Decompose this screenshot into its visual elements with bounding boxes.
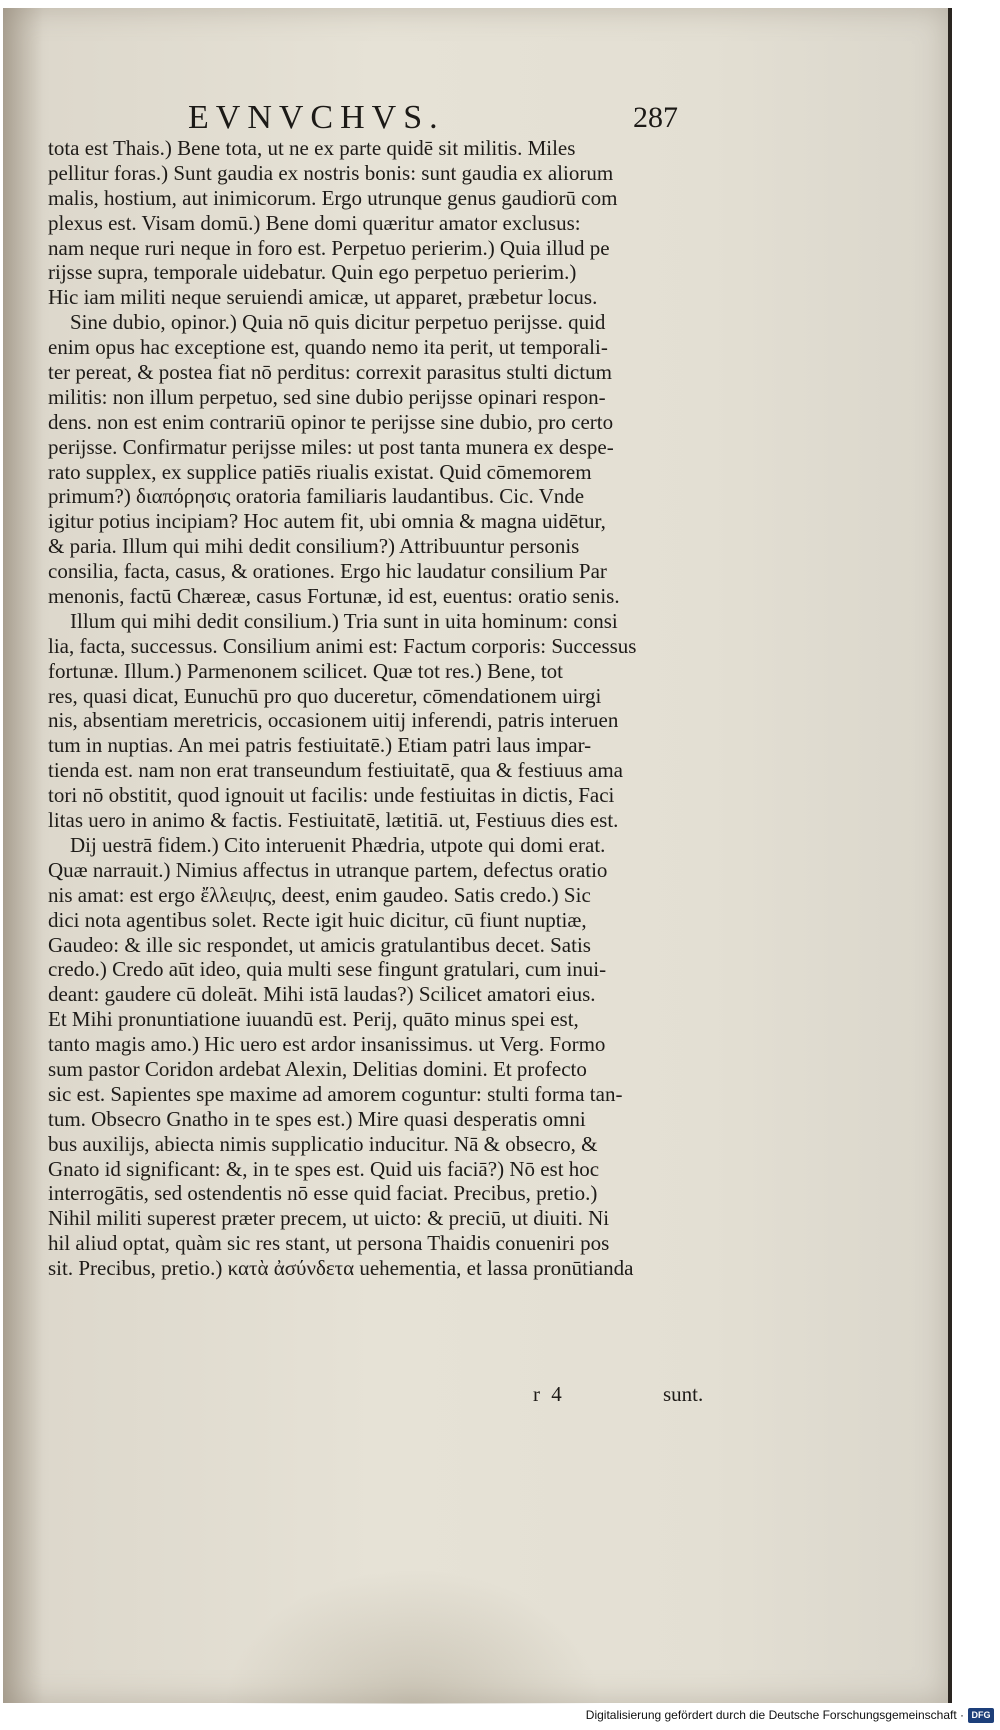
text-line: tanto magis amo.) Hic uero est ardor insanissimus. ut Verg. Formo (48, 1032, 606, 1057)
text-line: res, quasi dicat, Eunuchū pro quo duceretur, cōmendationem uirgi (48, 683, 602, 708)
text-line: Et Mihi pronuntiatione iuuandū est. Perij, quāto minus spei est, (48, 1007, 579, 1032)
paper-stain (223, 1568, 603, 1708)
signature-line (48, 1382, 720, 1408)
text-line: interrogātis, sed ostendentis nō esse quid faciat. Precibus, pretio.) (48, 1181, 598, 1206)
text-line: sum pastor Coridon ardebat Alexin, Delitias domini. Et profecto (48, 1056, 587, 1081)
text-line: igitur potius incipiam? Hoc autem fit, ubi omnia & magna uidētur, (48, 509, 606, 534)
text-line: Illum qui mihi dedit consilium.) Tria sunt in uita hominum: consi (70, 608, 618, 633)
text-line: Gnato id significant: &, in te spes est. Quid uis faciā?) Nō est hoc (48, 1156, 600, 1181)
text-line: nam neque ruri neque in foro est. Perpetuo perierim.) Quia illud pe (48, 235, 610, 260)
text-line: menonis, factū Chæreæ, casus Fortunæ, id est, euentus: oratio senis. (48, 584, 620, 609)
text-line: sic est. Sapientes spe maxime ad amorem coguntur: stulti forma tan- (48, 1081, 623, 1106)
text-line: fortunæ. Illum.) Parmenonem scilicet. Quæ tot res.) Bene, tot (48, 658, 563, 683)
running-head: EVNVCHVS. (188, 99, 445, 136)
page-header (150, 100, 710, 136)
text-line: sit. Precibus, pretio.) κατὰ ἀσύνδετα uehementia, et lassa pronūtianda (48, 1256, 634, 1281)
page-edge (948, 8, 952, 1703)
commentary-text-block (48, 136, 720, 1281)
text-line: Nihil militi superest præter precem, ut uicto: & preciū, ut diuiti. Ni (48, 1206, 610, 1231)
text-line: malis, hostium, aut inimicorum. Ergo utrunque genus gaudiorū com (48, 185, 618, 210)
text-line: nis amat: est ergo ἔλλειψις, deest, enim gaudeo. Satis credo.) Sic (48, 882, 591, 907)
text-line: plexus est. Visam domū.) Bene domi quæritur amator exclusus: (48, 210, 581, 235)
text-line: & paria. Illum qui mihi dedit consilium?) Attribuuntur personis (48, 534, 580, 559)
dfg-logo-text: DFG (971, 1710, 991, 1720)
text-line: primum?) διαπόρησις oratoria familiaris laudantibus. Cic. Vnde (48, 484, 585, 509)
text-line: Hic iam militi neque seruiendi amicæ, ut apparet, præbetur locus. (48, 285, 598, 310)
text-line: tienda est. nam non erat transeundum festiuitatē, qua & festiuus ama (48, 758, 623, 783)
text-line: Dij uestrā fidem.) Cito interuenit Phædria, utpote qui domi erat. (70, 832, 606, 857)
text-line: dens. non est enim contrariū opinor te perijsse sine dubio, pro certo (48, 409, 614, 434)
text-line: Gaudeo: & ille sic respondet, ut amicis gratulantibus decet. Satis (48, 932, 591, 957)
text-line: Sine dubio, opinor.) Quia nō quis dicitur perpetuo perijsse. quid (70, 310, 606, 335)
text-line: rijsse supra, temporale uidebatur. Quin ego perpetuo perierim.) (48, 260, 577, 285)
text-line: tota est Thais.) Bene tota, ut ne ex parte quidē sit militis. Miles (48, 136, 576, 160)
text-line: consilia, facta, casus, & orationes. Ergo hic laudatur consilium Par (48, 559, 607, 584)
text-line: deant: gaudere cū doleāt. Mihi istā laudas?) Scilicet amatori eius. (48, 982, 596, 1007)
text-line: bus auxilijs, abiecta nimis supplicatio inducitur. Nā & obsecro, & (48, 1131, 598, 1156)
text-line: Quæ narrauit.) Nimius affectus in utranque partem, defectus oratio (48, 857, 608, 882)
signature-mark: r 4 (533, 1382, 565, 1406)
digitization-footer (0, 1704, 1000, 1730)
funding-credit: Digitalisierung gefördert durch die Deutsche Forschungsgemeinschaft · (585, 1708, 964, 1722)
gutter-shadow (3, 8, 43, 1703)
text-line: dici nota agentibus solet. Recte igit huic dicitur, cū fiunt nuptiæ, (48, 907, 587, 932)
text-line: rato supplex, ex supplice patiēs riualis existat. Quid cōmemorem (48, 459, 592, 484)
text-line: perijsse. Confirmatur perijsse miles: ut post tanta munera ex despe- (48, 434, 614, 459)
text-line: pellitur foras.) Sunt gaudia ex nostris bonis: sunt gaudia ex aliorum (48, 160, 614, 185)
text-line: tori nō obstitit, quod ignouit ut facilis: unde festiuitas in dictis, Faci (48, 783, 615, 808)
text-line: militis: non illum perpetuo, sed sine dubio perijsse opinari respon- (48, 384, 606, 409)
text-line: hil aliud optat, quàm sic res stant, ut persona Thaidis conueniri pos (48, 1231, 610, 1256)
text-line: lia, facta, successus. Consilium animi est: Factum corporis: Successus (48, 633, 637, 658)
text-line: enim opus hac exceptione est, quando nemo ita perit, ut temporali- (48, 335, 608, 360)
dfg-logo (968, 1708, 994, 1723)
text-line: litas uero in animo & factis. Festiuitatē, lætitiā. ut, Festiuus dies est. (48, 808, 619, 833)
text-line: tum. Obsecro Gnatho in te spes est.) Mire quasi desperatis omni (48, 1106, 586, 1131)
page-number: 287 (633, 101, 678, 134)
catchword: sunt. (663, 1382, 704, 1406)
text-line: ter pereat, & postea fiat nō perditus: correxit parasitus stulti dictum (48, 360, 612, 385)
text-line: tum in nuptias. An mei patris festiuitatē.) Etiam patri laus impar- (48, 733, 592, 758)
text-line: credo.) Credo aūt ideo, quia multi sese fingunt gratulari, cum inui- (48, 957, 607, 982)
text-line: nis, absentiam meretricis, occasionem uitij inferendi, patris interuen (48, 708, 619, 733)
